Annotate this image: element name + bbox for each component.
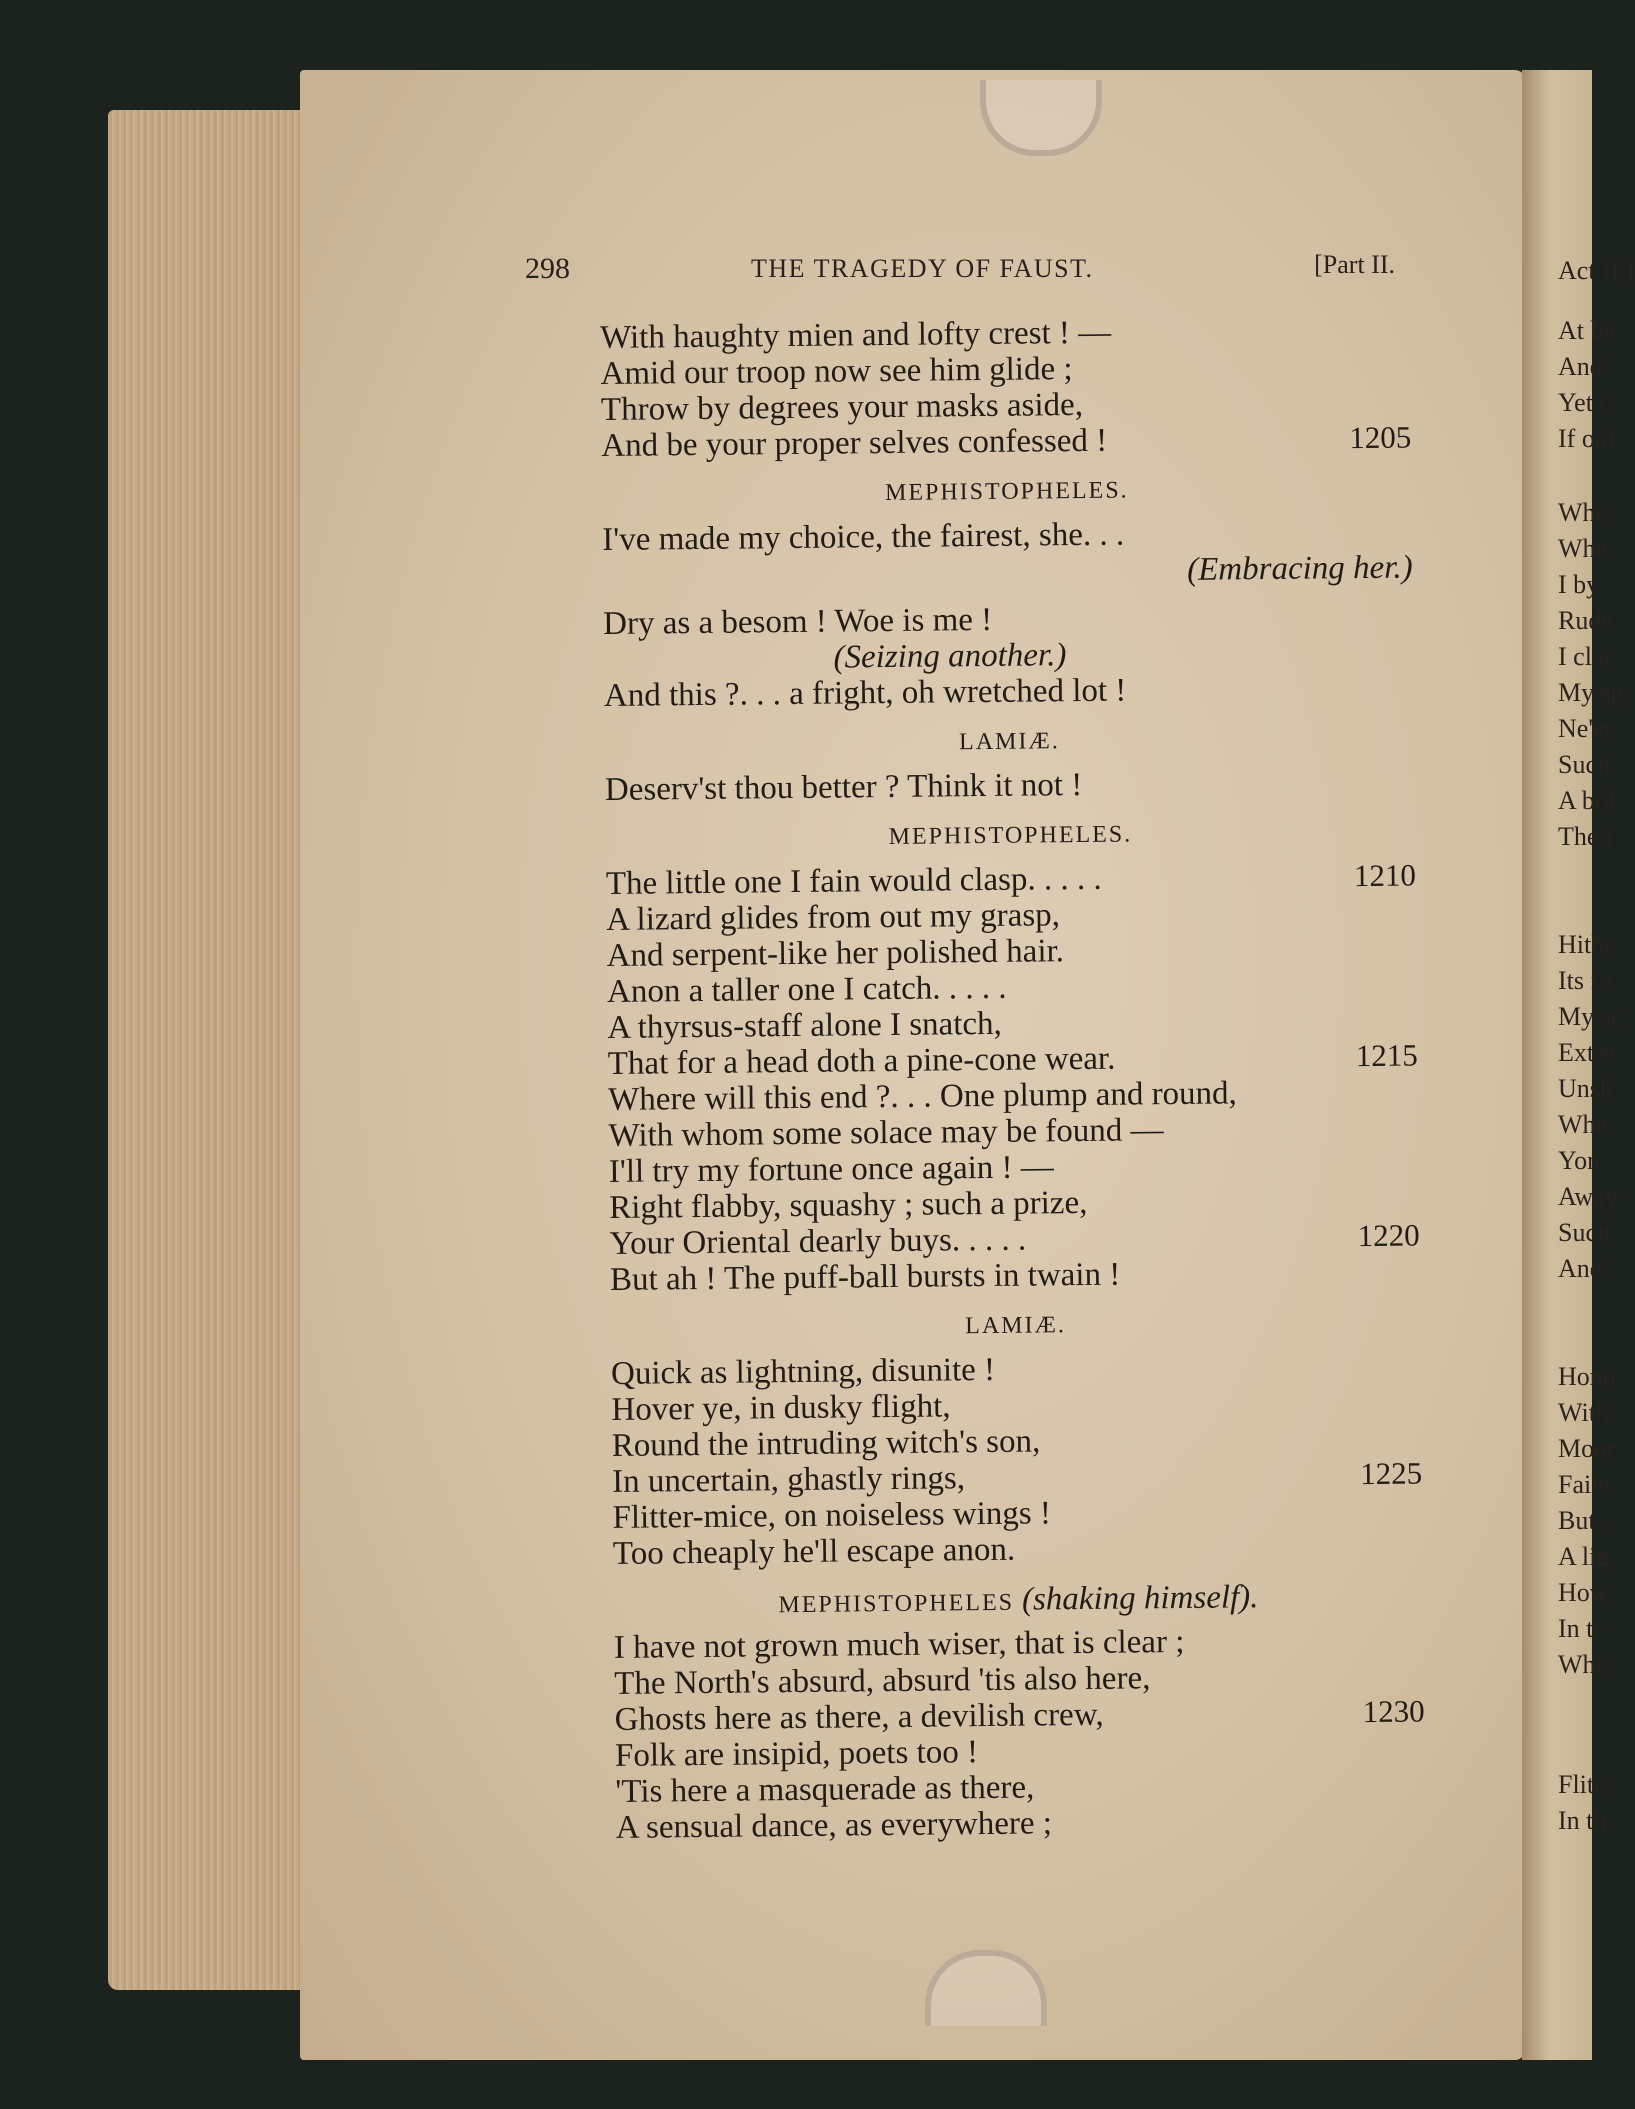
page-edges [108, 110, 330, 1990]
line-text: Anon a taller one I catch. . . . . [606, 969, 1007, 1010]
fragment: And [1558, 1254, 1603, 1283]
fragment: But, [1558, 1506, 1603, 1535]
fragment: If onl [1558, 424, 1616, 453]
facing-page-edge [1522, 70, 1635, 2060]
line-number: 1230 [1362, 1693, 1425, 1730]
line-text: Quick as lightning, disunite ! [610, 1351, 996, 1392]
fragment: I clar [1558, 642, 1613, 671]
fragment: Such [1558, 750, 1610, 779]
fragment: Such [1558, 1218, 1610, 1247]
line-text: The little one I fain would clasp. . . . . [605, 860, 1102, 902]
fragment: Hithe [1558, 930, 1616, 959]
fragment: My sp [1558, 678, 1624, 707]
line-text: Round the intruding witch's son, [611, 1423, 1041, 1464]
fragment: Flitt [1558, 1770, 1602, 1799]
speaker-name: MEPHISTOPHELES [778, 1589, 1015, 1619]
fragment: I by [1558, 570, 1600, 599]
line-text: I've made my choice, the fairest, she. . . [602, 516, 1125, 558]
line-number: 1225 [1359, 1455, 1423, 1492]
fragment: Extre [1558, 1038, 1615, 1067]
fragment: In th [1558, 1806, 1607, 1835]
line-number: 1205 [1349, 419, 1412, 456]
page-number: 298 [525, 252, 570, 285]
line-text: Right flabby, squashy ; such a prize, [609, 1184, 1088, 1226]
fragment: My st [1558, 1002, 1618, 1031]
fragment: Unsh [1558, 1074, 1613, 1103]
line-text: A lizard glides from out my grasp, [606, 897, 1061, 938]
line-text: That for a head doth a pine-cone wear. [607, 1040, 1116, 1082]
verse-line [613, 1527, 1423, 1571]
fragment: And [1558, 352, 1603, 381]
fragment: How [1558, 1578, 1609, 1607]
fragment: Moor [1558, 1434, 1616, 1463]
page-header [525, 248, 1395, 288]
speaker-name: MEPHISTOPHELES. [884, 477, 1129, 507]
verse-line [601, 420, 1411, 464]
fragment: Whe [1558, 534, 1608, 563]
line-text: I have not grown much wiser, that is clear ; [613, 1623, 1185, 1666]
line-number: 1220 [1357, 1217, 1420, 1254]
line-text: Where will this end ?. . . One plump and round, [607, 1075, 1238, 1118]
line-text: With whom some solace may be found — [608, 1112, 1164, 1154]
line-text: And this ?. . . a fright, oh wretched lot ! [603, 672, 1127, 714]
line-text: But ah ! The puff-ball bursts in twain ! [609, 1256, 1121, 1298]
fragment: Their [1558, 822, 1615, 851]
fragment: Yet t [1558, 388, 1607, 417]
verse-line [610, 1253, 1420, 1297]
fragment: Act II.] [1558, 256, 1635, 285]
fragment: Yon [1558, 1146, 1601, 1175]
fragment: Its fo [1558, 966, 1613, 995]
line-text: Hover ye, in dusky flight, [611, 1388, 951, 1428]
speaker-name: MEPHISTOPHELES. [888, 821, 1133, 851]
line-text: And be your proper selves confessed ! [601, 422, 1108, 464]
line-text: Ghosts here as there, a devilish crew, [614, 1696, 1104, 1738]
verse-text [600, 312, 1426, 1846]
fragment: At be [1558, 316, 1616, 345]
fragment: Faile [1558, 1470, 1610, 1499]
line-number: 1210 [1353, 857, 1417, 894]
verse-line [604, 669, 1414, 713]
fragment: Whi [1558, 1650, 1603, 1679]
fragment: Rude [1558, 606, 1613, 635]
fragment: Hono [1558, 1362, 1616, 1391]
fragment: Whe [1558, 498, 1608, 527]
line-text: I'll try my fortune once again ! — [608, 1149, 1054, 1190]
fragment: In tr [1558, 1614, 1603, 1643]
line-text: Dry as a besom ! Woe is me ! [602, 601, 993, 642]
fragment: Whe [1558, 1110, 1608, 1139]
fragment: A lig [1558, 1542, 1610, 1571]
speaker-heading [613, 1577, 1423, 1621]
line-text: Deserv'st thou better ? Think it not ! [604, 766, 1083, 808]
line-text: Too cheaply he'll escape anon. [612, 1531, 1016, 1572]
fragment: Ne'er [1558, 714, 1614, 743]
line-text: A sensual dance, as everywhere ; [615, 1805, 1053, 1846]
speaker-name: LAMIÆ. [965, 1312, 1067, 1340]
verse-line [605, 763, 1415, 807]
line-text: Throw by degrees your masks aside, [600, 386, 1084, 428]
stage-direction: (shaking himself). [1021, 1579, 1259, 1618]
fragment: A bol [1558, 786, 1616, 815]
line-text: With haughty mien and lofty crest ! — [600, 314, 1112, 356]
line-text: In uncertain, ghastly rings, [611, 1460, 966, 1500]
line-number: 1215 [1355, 1037, 1418, 1074]
line-text: Folk are insipid, poets too ! [614, 1734, 979, 1774]
line-text: A thyrsus-staff alone I snatch, [607, 1005, 1002, 1046]
fragment: Away [1558, 1182, 1618, 1211]
line-text: Your Oriental dearly buys. . . . . [609, 1221, 1027, 1262]
running-title: THE TRAGEDY OF FAUST. [751, 254, 1094, 283]
speaker-name: LAMIÆ. [958, 728, 1060, 756]
stage-direction: (Seizing another.) [833, 637, 1067, 676]
part-label: [Part II. [1314, 250, 1395, 279]
fragment: With [1558, 1398, 1609, 1427]
line-text: The North's absurd, absurd 'tis also here, [614, 1660, 1151, 1702]
line-text: Amid our troop now see him glide ; [600, 351, 1073, 392]
stage-direction: (Embracing her.) [1186, 549, 1413, 588]
line-text: Flitter-mice, on noiseless wings ! [612, 1495, 1052, 1536]
line-text: And serpent-like her polished hair. [606, 933, 1065, 974]
line-text: 'Tis here a masquerade as there, [615, 1769, 1035, 1810]
